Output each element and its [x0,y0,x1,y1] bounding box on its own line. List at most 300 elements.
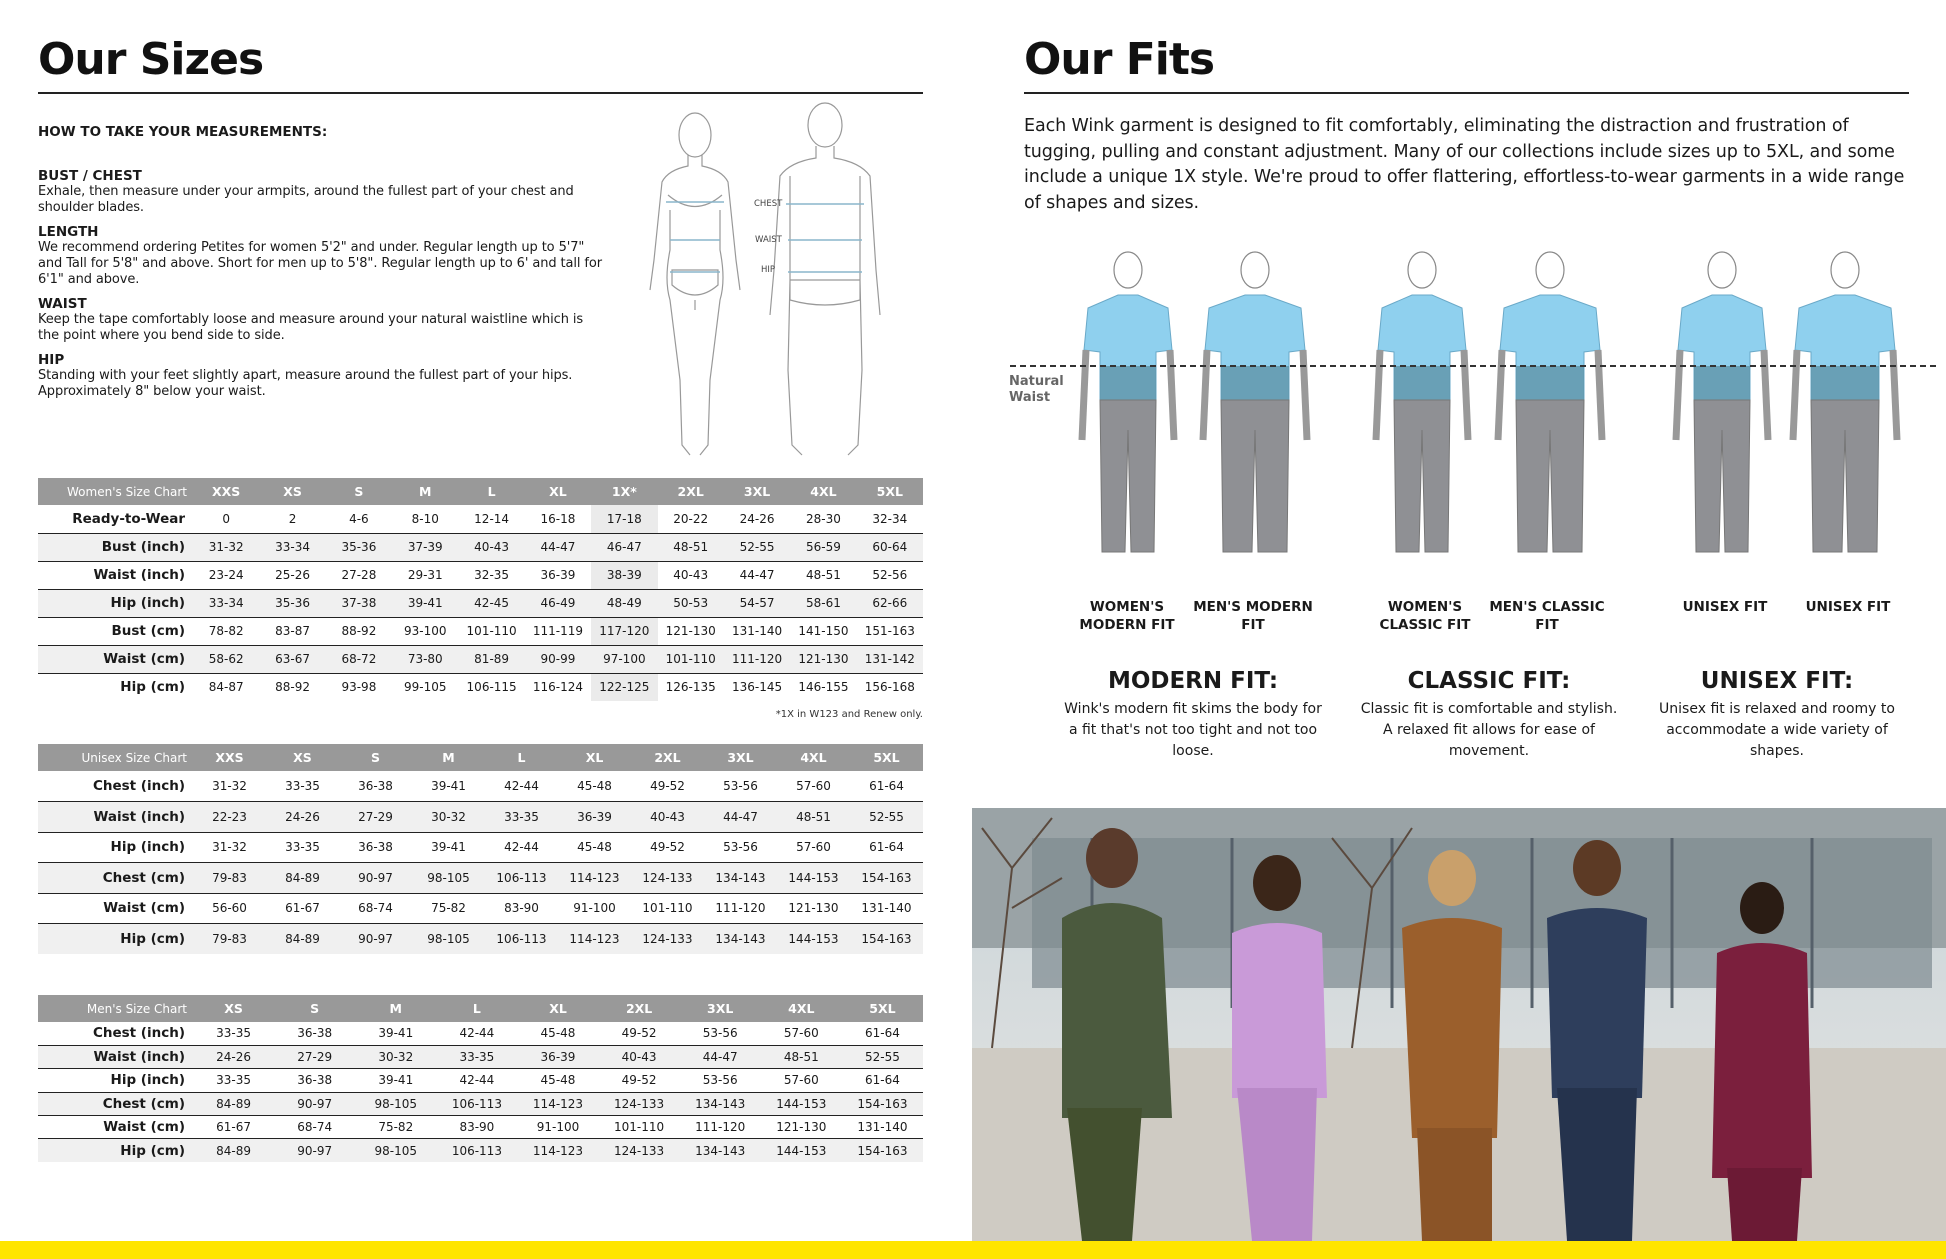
mens-size-header: XS [193,995,274,1022]
measurement-body-diagram [640,100,900,460]
womens-table-cell: 62-66 [857,589,923,617]
womens-table-cell: 126-135 [665,680,716,695]
womens-table-cell: 32-34 [857,505,923,533]
womens-table-cell: 151-163 [857,617,923,645]
womens-table-row [38,533,923,561]
womens-table-cell: 2 [259,505,325,533]
scrub-pants [1694,400,1750,552]
womens-table-cell: 97-100 [591,645,657,673]
unisex-table-cell: 84-89 [266,863,339,894]
womens-table-cell: 88-92 [275,680,310,695]
mens-table-cell: 121-130 [761,1116,842,1139]
womens-classic-fit-label: WOMEN'S CLASSIC FIT [1379,599,1471,633]
womens-table-cell: 28-30 [790,505,856,533]
mens-table-cell: 49-52 [599,1022,680,1045]
mens-table-row [38,1092,923,1115]
unisex-size-header: 4XL [777,744,850,771]
unisex-table-cell: 48-51 [777,802,850,833]
womens-table-cell: 101-110 [458,617,524,645]
mens-table-cell: 39-41 [355,1022,436,1045]
mens-table-cell: 39-41 [355,1069,436,1092]
unisex-table-cell: 98-105 [412,863,485,894]
womens-row-label: Ready-to-Wear [38,505,193,533]
unisex-table-cell: 144-153 [777,863,850,894]
unisex-table-cell: 31-32 [193,832,266,863]
footer-accent-bar [0,1241,1946,1259]
unisex-table-cell: 84-89 [266,924,339,955]
mens-size-table [38,995,923,1162]
womens-table-row [38,505,923,533]
unisex-table-cell: 36-38 [339,771,412,802]
womens-size-header: S [326,478,392,505]
unisex-table-cell: 40-43 [631,802,704,833]
unisex-table-cell: 36-39 [558,802,631,833]
mens-table-cell: 61-64 [842,1022,923,1045]
womens-table-cell: 121-130 [658,617,724,645]
classic-fit-description: Classic fit is comfortable and stylish. A relaxed fit allows for ease of movement. [1360,701,1618,759]
mens-table-cell: 131-140 [842,1116,923,1139]
womens-size-header: 2XL [658,478,724,505]
womens-row-label: Bust (inch) [38,533,193,561]
womens-table-cell: 58-61 [790,589,856,617]
womens-table-cell: 39-41 [392,589,458,617]
unisex-size-header: S [339,744,412,771]
unisex-table-cell: 124-133 [631,863,704,894]
womens-table-cell: 73-80 [392,645,458,673]
unisex-table-cell: 106-113 [485,863,558,894]
classic-fit-heading: CLASSIC FIT: [1407,668,1571,694]
unisex-fit-description: Unisex fit is relaxed and roomy to accommodate a wide variety of shapes. [1659,701,1895,759]
womens-table-cell: 136-145 [731,680,783,695]
mens-table-cell: 154-163 [842,1139,923,1162]
unisex-table-cell: 49-52 [631,832,704,863]
womens-table-row [38,617,923,645]
womens-table-cell: 36-39 [525,561,591,589]
womens-table-cell: 63-67 [259,645,325,673]
mens-table-cell: 45-48 [517,1022,598,1045]
womens-table-cell: 131-142 [857,645,923,673]
womens-table-cell: 68-72 [326,645,392,673]
unisex-table-cell: 114-123 [558,863,631,894]
womens-table-note: *1X in W123 and Renew only. [775,709,923,720]
unisex-fit-heading: UNISEX FIT: [1700,668,1854,694]
unisex-table-cell: 79-83 [193,924,266,955]
waist-band [1221,366,1289,400]
mens-table-cell: 33-35 [436,1045,517,1068]
unisex-table-cell: 33-35 [266,771,339,802]
womens-size-header: L [458,478,524,505]
fit-figure [1203,252,1307,552]
womens-size-header: XL [525,478,591,505]
mens-modern-fit-label: MEN'S MODERN FIT [1193,599,1313,633]
mens-table-cell: 33-35 [193,1069,274,1092]
womens-table-cell: 111-119 [525,617,591,645]
unisex-table-row [38,832,923,863]
unisex-table-row [38,924,923,955]
mens-table-cell: 134-143 [680,1139,761,1162]
mens-table-cell: 61-67 [193,1116,274,1139]
unisex-table-cell: 44-47 [704,802,777,833]
womens-size-header: M [392,478,458,505]
womens-table-cell: 54-57 [724,589,790,617]
figure-arm [1793,350,1797,440]
womens-table-cell: 122-125 [591,673,657,701]
figure-head [1114,252,1142,288]
womens-table-cell: 38-39 [591,561,657,589]
mens-table-cell: 27-29 [274,1045,355,1068]
mens-size-header: L [436,995,517,1022]
womens-table-cell: 12-14 [458,505,524,533]
figure-head [1536,252,1564,288]
womens-table-cell: 29-31 [392,561,458,589]
mens-table-row [38,1069,923,1092]
scrub-pants [1811,400,1879,552]
womens-size-header: XXS [193,478,259,505]
womens-table-cell: 35-36 [259,589,325,617]
womens-size-header: 4XL [790,478,856,505]
figure-arm [1598,350,1602,440]
womens-table-cell: 46-47 [591,533,657,561]
mens-table-cell: 106-113 [436,1139,517,1162]
mens-table-row [38,1045,923,1068]
sizes-title-rule [38,92,923,94]
womens-table-row [38,645,923,673]
unisex-table-cell: 45-48 [558,771,631,802]
mens-table-cell: 84-89 [193,1139,274,1162]
womens-row-label: Waist (inch) [38,561,193,589]
womens-table-cell: 46-49 [525,589,591,617]
mens-table-cell: 91-100 [517,1116,598,1139]
waist-band [1100,366,1156,400]
natural-waist-label: Natural Waist [1009,374,1064,405]
womens-table-cell: 20-22 [658,505,724,533]
unisex-row-label: Chest (inch) [38,771,193,802]
unisex-table-cell: 53-56 [704,832,777,863]
figure-arm [1082,350,1086,440]
mens-table-cell: 124-133 [599,1139,680,1162]
scrub-pants [1100,400,1156,552]
womens-table-cell: 84-87 [208,680,244,695]
womens-table-cell: 16-18 [525,505,591,533]
mens-table-cell: 111-120 [680,1116,761,1139]
womens-table-cell: 33-34 [193,589,259,617]
unisex-table-cell: 134-143 [704,863,777,894]
womens-table-cell: 81-89 [458,645,524,673]
unisex-table-row [38,893,923,924]
womens-table-cell: 50-53 [658,589,724,617]
unisex-table-cell: 24-26 [266,802,339,833]
mens-table-cell: 30-32 [355,1045,436,1068]
womens-table-cell: 156-168 [864,680,915,695]
mens-table-cell: 61-64 [842,1069,923,1092]
bust-text: Exhale, then measure under your armpits, around the fullest part of your chest and shoulder blades. [38,184,574,215]
womens-row-label: Hip (cm) [120,679,185,696]
mens-size-header: 4XL [761,995,842,1022]
unisex-table-caption: Unisex Size Chart [38,744,193,771]
unisex-table-cell: 79-83 [193,863,266,894]
mens-table-cell: 98-105 [355,1092,436,1115]
womens-table-cell: 37-38 [326,589,392,617]
unisex-size-header: 5XL [850,744,923,771]
figure-arm [1764,350,1768,440]
womens-table-cell: 93-98 [341,680,377,695]
fits-title-rule [1024,92,1909,94]
womens-table-cell: 23-24 [193,561,259,589]
hip-text: Standing with your feet slightly apart, measure around the fullest part of your hips. Approximately 8" below your waist. [38,368,573,399]
mens-size-header: XL [517,995,598,1022]
mens-table-cell: 98-105 [355,1139,436,1162]
fit-figure [1376,252,1468,552]
waist-band [1516,366,1584,400]
figure-arm [1303,350,1307,440]
unisex-table-cell: 57-60 [777,771,850,802]
mens-table-cell: 134-143 [680,1092,761,1115]
mens-table-cell: 52-55 [842,1045,923,1068]
unisex-table-cell: 33-35 [266,832,339,863]
unisex-table-cell: 68-74 [339,893,412,924]
figure-arm [1893,350,1897,440]
unisex-size-header: M [412,744,485,771]
womens-table-cell: 32-35 [458,561,524,589]
mens-table-cell: 114-123 [517,1139,598,1162]
womens-table-cell: 25-26 [259,561,325,589]
measurement-instructions [38,124,608,400]
mens-table-caption: Men's Size Chart [38,995,193,1022]
unisex-table-cell: 154-163 [850,863,923,894]
womens-table-cell: 4-6 [326,505,392,533]
mens-table-cell: 144-153 [761,1139,842,1162]
waist-heading: WAIST [38,296,87,312]
womens-table-cell: 131-140 [724,617,790,645]
figure-arm [1203,350,1207,440]
figure-head [1241,252,1269,288]
unisex-table-cell: 52-55 [850,802,923,833]
unisex-table-cell: 36-38 [339,832,412,863]
mens-table-cell: 84-89 [193,1092,274,1115]
womens-table-cell: 52-55 [724,533,790,561]
unisex-row-label: Waist (inch) [38,802,193,833]
scrub-pants [1516,400,1584,552]
mens-table-cell: 36-39 [517,1045,598,1068]
sizes-title: Our Sizes [38,34,264,85]
unisex-size-header: XXS [193,744,266,771]
scrub-pants [1221,400,1289,552]
womens-table-cell: 116-124 [532,680,584,695]
unisex-table-cell: 39-41 [412,832,485,863]
womens-table-cell: 40-43 [658,561,724,589]
unisex-size-header: 2XL [631,744,704,771]
unisex-table-cell: 75-82 [412,893,485,924]
mens-row-label: Waist (inch) [38,1045,193,1068]
unisex-table-cell: 131-140 [850,893,923,924]
unisex-table-cell: 39-41 [412,771,485,802]
mens-table-cell: 154-163 [842,1092,923,1115]
fit-figure [1676,252,1768,552]
womens-row-label: Waist (cm) [38,645,193,673]
womens-table-cell: 117-120 [591,617,657,645]
mens-table-cell: 57-60 [761,1022,842,1045]
mens-table-cell: 75-82 [355,1116,436,1139]
figure-arm [1498,350,1502,440]
waist-text: Keep the tape comfortably loose and measure around your natural waistline which is the point where you bend side to side. [38,312,584,343]
mens-size-header: 3XL [680,995,761,1022]
womens-table-row [38,589,923,617]
modern-fit-heading: MODERN FIT: [1107,668,1279,694]
unisex-table-cell: 61-64 [850,832,923,863]
womens-table-cell: 106-115 [466,680,517,695]
length-heading: LENGTH [38,224,99,240]
womens-table-cell: 60-64 [857,533,923,561]
unisex-table-cell: 91-100 [558,893,631,924]
mens-table-cell: 48-51 [761,1045,842,1068]
mens-table-row [38,1022,923,1045]
unisex-table-cell: 42-44 [485,832,558,863]
figure-head [1831,252,1859,288]
unisex-table-cell: 30-32 [412,802,485,833]
unisex-table-row [38,802,923,833]
womens-row-label: Hip (inch) [38,589,193,617]
waist-band [1694,366,1750,400]
unisex-table-cell: 111-120 [704,893,777,924]
unisex-size-table [38,744,923,954]
mens-table-cell: 90-97 [274,1139,355,1162]
unisex-table-cell: 61-67 [266,893,339,924]
hip-diagram-label: HIP [761,265,776,275]
mens-size-header: S [274,995,355,1022]
unisex-table-cell: 49-52 [631,771,704,802]
mens-table-cell: 83-90 [436,1116,517,1139]
mens-table-cell: 68-74 [274,1116,355,1139]
unisex-fit-label-1: UNISEX FIT [1682,599,1768,615]
figure-head [1408,252,1436,288]
waist-band [1394,366,1450,400]
mens-row-label: Chest (cm) [38,1092,193,1115]
fit-figures-illustration [1000,240,1946,580]
unisex-row-label: Chest (cm) [38,863,193,894]
unisex-table-cell: 31-32 [193,771,266,802]
team-photo [972,808,1946,1241]
mens-table-cell: 114-123 [517,1092,598,1115]
womens-table-cell: 58-62 [193,645,259,673]
mens-table-cell: 53-56 [680,1022,761,1045]
unisex-table-cell: 57-60 [777,832,850,863]
unisex-table-cell: 114-123 [558,924,631,955]
womens-size-header: 3XL [724,478,790,505]
womens-table-row [38,673,923,701]
mens-table-cell: 45-48 [517,1069,598,1092]
unisex-table-cell: 53-56 [704,771,777,802]
womens-table-cell: 40-43 [458,533,524,561]
unisex-table-cell: 124-133 [631,924,704,955]
hip-heading: HIP [38,352,65,368]
fit-figure [1498,252,1602,552]
mens-classic-fit-label: MEN'S CLASSIC FIT [1489,599,1605,633]
mens-table-cell: 36-38 [274,1069,355,1092]
figure-arm [1464,350,1468,440]
womens-table-cell: 31-32 [193,533,259,561]
fits-intro: Each Wink garment is designed to fit comfortably, eliminating the distraction and frustration of tugging, pulling and constant adjustment. Many of our collections include sizes up to 5XL, and some include a unique 1X style. We're proud to offer flattering, effortless-to-wear garments in a wide range of shapes and sizes. [1024,116,1905,213]
unisex-table-cell: 61-64 [850,771,923,802]
womens-table-cell: 141-150 [790,617,856,645]
mens-table-cell: 49-52 [599,1069,680,1092]
mens-table-cell: 42-44 [436,1069,517,1092]
womens-table-cell: 88-92 [326,617,392,645]
length-text: We recommend ordering Petites for women 5'2" and under. Regular length up to 5'7" and Tall for 5'8" and above. Short for men up to 5'8". Regular length up to 6' and tall for 6'1" and above. [38,240,603,287]
unisex-size-header: XL [558,744,631,771]
unisex-table-cell: 144-153 [777,924,850,955]
mens-row-label: Chest (inch) [38,1022,193,1045]
womens-table-cell: 56-59 [790,533,856,561]
womens-table-cell: 111-120 [724,645,790,673]
womens-table-cell: 90-99 [525,645,591,673]
mens-table-cell: 42-44 [436,1022,517,1045]
unisex-size-header: L [485,744,558,771]
unisex-table-cell: 154-163 [850,924,923,955]
fits-title: Our Fits [1024,34,1215,85]
unisex-table-row [38,771,923,802]
unisex-row-label: Hip (cm) [38,924,193,955]
mens-table-cell: 57-60 [761,1069,842,1092]
unisex-table-cell: 22-23 [193,802,266,833]
unisex-table-cell: 121-130 [777,893,850,924]
womens-table-cell: 48-49 [591,589,657,617]
womens-table-cell: 48-51 [790,561,856,589]
mens-table-row [38,1139,923,1162]
womens-table-row [38,561,923,589]
unisex-table-cell: 101-110 [631,893,704,924]
figure-arm [1170,350,1174,440]
unisex-table-cell: 90-97 [339,924,412,955]
womens-table-cell: 93-100 [392,617,458,645]
mens-row-label: Hip (cm) [38,1139,193,1162]
mens-table-cell: 90-97 [274,1092,355,1115]
unisex-table-cell: 98-105 [412,924,485,955]
mens-table-cell: 124-133 [599,1092,680,1115]
mens-table-cell: 106-113 [436,1092,517,1115]
mens-table-cell: 33-35 [193,1022,274,1045]
womens-table-cell: 8-10 [392,505,458,533]
womens-table-cell: 17-18 [591,505,657,533]
waist-diagram-label: WAIST [755,235,782,245]
womens-table-caption: Women's Size Chart [38,478,193,505]
mens-table-cell: 44-47 [680,1045,761,1068]
unisex-table-cell: 42-44 [485,771,558,802]
bust-heading: BUST / CHEST [38,168,142,184]
figure-arm [1676,350,1680,440]
womens-table-cell: 101-110 [658,645,724,673]
unisex-table-cell: 56-60 [193,893,266,924]
figure-head [1708,252,1736,288]
womens-size-header: 5XL [857,478,923,505]
mens-row-label: Hip (inch) [38,1069,193,1092]
womens-table-cell: 83-87 [259,617,325,645]
unisex-table-cell: 45-48 [558,832,631,863]
fit-figure [1793,252,1897,552]
scrub-pants [1394,400,1450,552]
unisex-table-cell: 83-90 [485,893,558,924]
unisex-size-header: XS [266,744,339,771]
unisex-row-label: Hip (inch) [38,832,193,863]
womens-table-cell: 99-105 [404,680,447,695]
womens-table-cell: 146-155 [798,680,849,695]
womens-table-cell: 35-36 [326,533,392,561]
mens-size-header: 2XL [599,995,680,1022]
mens-table-row [38,1116,923,1139]
fit-figure [1082,252,1174,552]
womens-table-cell: 44-47 [724,561,790,589]
unisex-size-header: 3XL [704,744,777,771]
mens-table-cell: 53-56 [680,1069,761,1092]
